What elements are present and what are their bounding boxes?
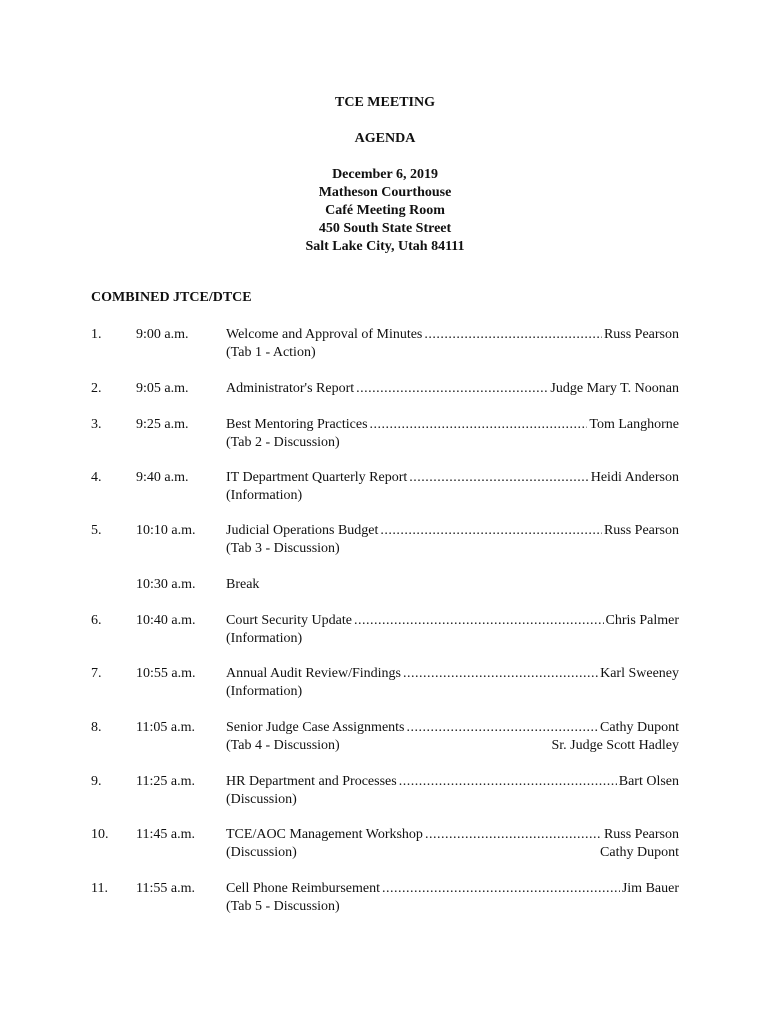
item-second-presenter: Cathy Dupont — [600, 845, 679, 860]
dot-leader — [425, 826, 602, 844]
item-presenter: Russ Pearson — [603, 827, 679, 842]
item-title: Cell Phone Reimbursement — [226, 881, 380, 896]
item-description — [226, 380, 679, 398]
item-description — [226, 522, 679, 558]
item-presenter: Jim Bauer — [621, 881, 679, 896]
item-time: 10:55 a.m. — [136, 666, 196, 681]
item-number: 4. — [91, 470, 102, 485]
item-presenter: Bart Olsen — [618, 774, 679, 789]
item-description — [226, 880, 679, 916]
item-title: Court Security Update — [226, 613, 352, 628]
item-number: 10. — [91, 827, 109, 842]
agenda-header — [0, 94, 770, 256]
item-note: (Tab 2 - Discussion) — [226, 435, 340, 450]
item-number: 7. — [91, 666, 102, 681]
item-description — [226, 719, 679, 755]
item-time: 11:05 a.m. — [136, 720, 195, 735]
item-time: 10:10 a.m. — [136, 523, 196, 538]
item-note: (Tab 5 - Discussion) — [226, 899, 340, 914]
dot-leader — [356, 380, 548, 398]
item-number: 5. — [91, 523, 102, 538]
item-title: Break — [226, 577, 260, 592]
dot-leader — [407, 719, 599, 737]
item-presenter: Heidi Anderson — [590, 470, 679, 485]
meeting-room: Café Meeting Room — [325, 203, 445, 218]
dot-leader — [354, 612, 604, 630]
item-second-presenter: Sr. Judge Scott Hadley — [551, 738, 679, 753]
item-description — [226, 326, 679, 362]
item-description — [226, 416, 679, 452]
item-time: 9:00 a.m. — [136, 327, 189, 342]
item-description — [226, 826, 679, 862]
item-time: 10:40 a.m. — [136, 613, 196, 628]
item-note: (Information) — [226, 631, 303, 646]
item-title: TCE/AOC Management Workshop — [226, 827, 423, 842]
item-description — [226, 773, 679, 809]
item-title: IT Department Quarterly Report — [226, 470, 408, 485]
item-time: 9:40 a.m. — [136, 470, 189, 485]
item-presenter: Russ Pearson — [603, 327, 679, 342]
item-title: Senior Judge Case Assignments — [226, 720, 405, 735]
item-title: Welcome and Approval of Minutes — [226, 327, 423, 342]
item-title: Annual Audit Review/Findings — [226, 666, 401, 681]
meeting-street: 450 South State Street — [318, 221, 452, 236]
dot-leader — [424, 326, 602, 344]
item-note: (Discussion) — [226, 845, 297, 860]
item-number: 1. — [91, 327, 102, 342]
item-description — [226, 665, 679, 701]
item-presenter: Cathy Dupont — [600, 720, 679, 735]
dot-leader — [399, 773, 617, 791]
agenda-subtitle: AGENDA — [354, 131, 416, 146]
item-time: 9:05 a.m. — [136, 381, 189, 396]
item-note: (Discussion) — [226, 792, 297, 807]
item-time: 11:55 a.m. — [136, 881, 195, 896]
item-title: HR Department and Processes — [226, 774, 397, 789]
item-description — [226, 576, 679, 594]
item-title: Administrator's Report — [226, 381, 355, 396]
item-title: Best Mentoring Practices — [226, 417, 368, 432]
meeting-venue: Matheson Courthouse — [318, 185, 452, 200]
dot-leader — [382, 880, 620, 898]
item-time: 10:30 a.m. — [136, 577, 196, 592]
dot-leader — [403, 665, 598, 683]
item-presenter: Karl Sweeney — [600, 666, 679, 681]
item-title: Judicial Operations Budget — [226, 523, 379, 538]
item-time: 9:25 a.m. — [136, 417, 189, 432]
item-time: 11:45 a.m. — [136, 827, 195, 842]
item-description — [226, 469, 679, 505]
item-presenter: Chris Palmer — [605, 613, 679, 628]
item-presenter: Tom Langhorne — [589, 417, 679, 432]
item-time: 11:25 a.m. — [136, 774, 195, 789]
item-note: (Information) — [226, 488, 303, 503]
item-note: (Tab 1 - Action) — [226, 345, 316, 360]
dot-leader — [370, 416, 588, 434]
item-number: 9. — [91, 774, 102, 789]
item-number: 3. — [91, 417, 102, 432]
item-number: 11. — [91, 881, 108, 896]
item-presenter: Judge Mary T. Noonan — [550, 381, 679, 396]
item-number: 2. — [91, 381, 102, 396]
item-note: (Information) — [226, 684, 303, 699]
item-description — [226, 612, 679, 648]
section-title: COMBINED JTCE/DTCE — [91, 290, 252, 305]
meeting-title: TCE MEETING — [335, 95, 435, 110]
dot-leader — [380, 522, 602, 540]
item-number: 6. — [91, 613, 102, 628]
item-number: 8. — [91, 720, 102, 735]
meeting-city: Salt Lake City, Utah 84111 — [305, 239, 465, 254]
item-presenter: Russ Pearson — [603, 523, 679, 538]
item-note: (Tab 4 - Discussion) — [226, 738, 340, 753]
item-note: (Tab 3 - Discussion) — [226, 541, 340, 556]
meeting-date: December 6, 2019 — [332, 167, 438, 182]
dot-leader — [409, 469, 588, 487]
